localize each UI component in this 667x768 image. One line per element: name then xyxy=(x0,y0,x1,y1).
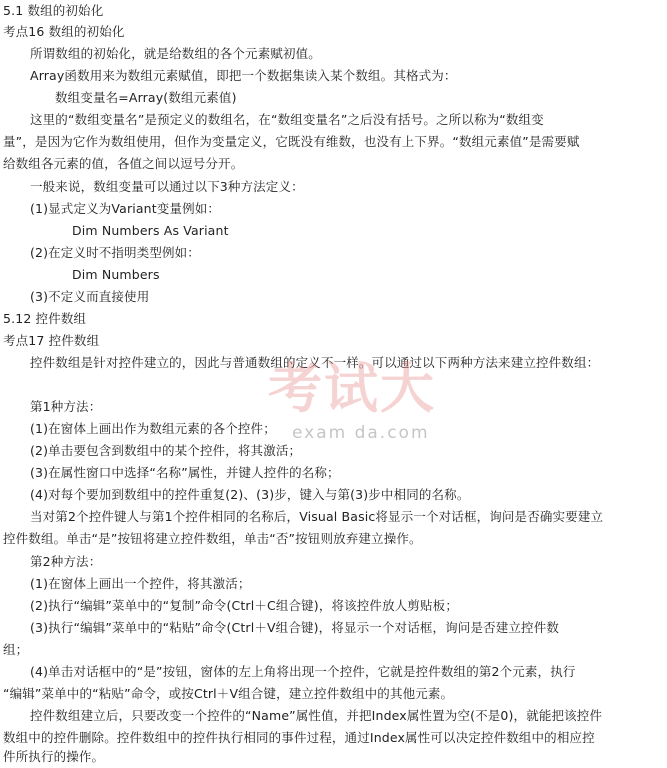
code-line: Dim Numbers As Variant xyxy=(72,223,229,238)
watermark-text: 考试大 xyxy=(268,357,436,420)
paragraph-line: 给数组各元素的值，各值之间以逗号分开。 xyxy=(3,156,244,171)
code-line: Dim Numbers xyxy=(72,267,160,282)
paragraph-line: 数组中的控件删除。控件数组中的控件执行相同的事件过程，通过Index属性可以决定控件数组中的相应控 xyxy=(3,730,595,745)
paragraph-line: 件所执行的操作。 xyxy=(3,749,105,764)
paragraph-line: Array函数用来为数组元素赋值，即把一个数据集读入某个数组。其格式为： xyxy=(30,68,457,83)
list-item: (2)在定义时不指明类型例如： xyxy=(30,245,200,260)
topic-heading: 考点17 控件数组 xyxy=(3,333,100,348)
topic-heading: 考点16 数组的初始化 xyxy=(3,24,125,39)
list-item: (3)在属性窗口中选择“名称”属性，并键人控件的名称； xyxy=(30,465,340,480)
list-item: (2)单击要包含到数组中的某个控件，将其激活； xyxy=(30,443,302,458)
list-item: (3)执行“编辑”菜单中的“粘贴”命令(Ctrl＋V组合键)，将显示一个对话框，询问是否建立控件数 xyxy=(30,620,560,635)
list-item: (1)在窗体上画出一个控件，将其激活； xyxy=(30,576,251,591)
paragraph-line: 控件数组。单击“是”按钮将建立控件数组，单击“否”按钮则放弃建立操作。 xyxy=(3,531,422,546)
list-item: (1)在窗体上画出作为数组元素的各个控件； xyxy=(30,421,276,436)
list-item: (4)单击对话框中的“是”按钮，窗体的左上角将出现一个控件，它就是控件数组的第2个元素，执行 xyxy=(30,664,576,679)
method-heading: 第1种方法： xyxy=(30,399,102,414)
method-heading: 第2种方法： xyxy=(30,554,102,569)
list-item: (2)执行“编辑”菜单中的“复制”命令(Ctrl＋C组合键)，将该控件放人剪贴板； xyxy=(30,598,458,613)
list-item-continuation: “编辑”菜单中的“粘贴”命令，或按Ctrl＋V组合键，建立控件数组中的其他元素。 xyxy=(3,686,454,701)
section-heading: 5.1 数组的初始化 xyxy=(3,3,104,18)
list-item: (3)不定义而直接使用 xyxy=(30,289,150,304)
list-item-continuation: 组； xyxy=(3,642,29,657)
paragraph-line: 这里的“数组变量名”是预定义的数组名，在“数组变量名”之后没有括号。之所以称为“数组变 xyxy=(30,112,544,127)
watermark-url: exam da.com xyxy=(292,423,430,443)
paragraph-line: 量”，是因为它作为数组使用，但作为变量定义，它既没有维数，也没有上下界。“数组元素值”是需要赋 xyxy=(3,134,580,149)
paragraph-line: 所谓数组的初始化，就是给数组的各个元素赋初值。 xyxy=(30,46,321,61)
list-item: (1)显式定义为Variant变量例如： xyxy=(30,201,221,216)
paragraph-line: 控件数组是针对控件建立的，因此与普通数组的定义不一样。可以通过以下两种方法来建立控件数组： xyxy=(30,355,600,370)
paragraph-line: 控件数组建立后，只要改变一个控件的“Name”属性值，并把Index属性置为空(不是0)，就能把该控件 xyxy=(30,708,603,723)
section-heading: 5.12 控件数组 xyxy=(3,311,87,326)
paragraph-line: 当对第2个控件键人与第1个控件相同的名称后，Visual Basic将显示一个对话框，询问是否确实要建立 xyxy=(30,509,604,524)
list-item: (4)对每个要加到数组中的控件重复(2)、(3)步，键入与第(3)步中相同的名称。 xyxy=(30,487,470,502)
paragraph-line: 一般来说，数组变量可以通过以下3种方法定义： xyxy=(30,179,304,194)
syntax-line: 数组变量名=Array(数组元素值) xyxy=(55,90,237,105)
